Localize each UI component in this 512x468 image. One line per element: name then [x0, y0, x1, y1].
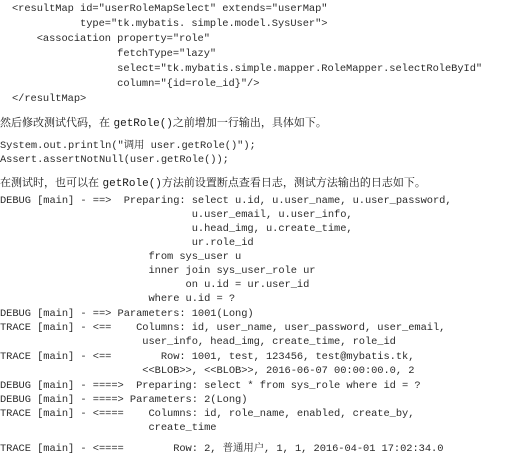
log-line: u.user_email, u.user_info,: [0, 209, 353, 221]
log-line: TRACE [main] - <== Columns: id, user_name, user_password, user_email,: [0, 322, 446, 334]
log-line: DEBUG [main] - ====> Parameters: 2(Long): [0, 394, 248, 406]
code-line: System.out.println("调用 user.getRole()");: [0, 140, 256, 152]
log-line: TRACE [main] - <==== Columns: id, role_name, enabled, create_by,: [0, 408, 415, 420]
log-line: <<BLOB>>, <<BLOB>>, 2016-06-07 00:00:00.0, 2: [0, 365, 415, 377]
log-line: from sys_user u: [0, 251, 242, 263]
code-line: type="tk.mybatis. simple.model.SysUser">: [12, 18, 328, 30]
paragraph-text: 之前增加一行输出，具体如下。: [172, 116, 327, 129]
paragraph-text: 然后修改测试代码，在: [0, 116, 114, 129]
paragraph-modify-test: [0, 117, 327, 130]
paragraph-breakpoint: [0, 177, 426, 190]
inline-code: getRole(): [102, 178, 162, 190]
code-line: Assert.assertNotNull(user.getRole());: [0, 154, 229, 166]
log-line: TRACE [main] - <== Row: 1001, test, 123456, test@mybatis.tk,: [0, 351, 415, 363]
log-line: user_info, head_img, create_time, role_id: [0, 336, 396, 348]
code-line: select="tk.mybatis.simple.mapper.RoleMapper.selectRoleById": [12, 63, 483, 75]
code-line: <resultMap id="userRoleMapSelect" extends="userMap": [12, 3, 328, 15]
paragraph-text: 方法前设置断点查看日志，测试方法输出的日志如下。: [161, 176, 426, 189]
code-line: </resultMap>: [12, 93, 87, 105]
code-line: fetchType="lazy": [12, 48, 217, 60]
log-line: u.head_img, u.create_time,: [0, 223, 353, 235]
code-line: column="{id=role_id}"/>: [12, 78, 260, 90]
log-line: ur.role_id: [0, 237, 254, 249]
inline-code: getRole(): [113, 118, 173, 130]
paragraph-text: 在测试时，也可以在: [0, 176, 103, 189]
log-line: DEBUG [main] - ====> Preparing: select * from sys_role where id = ?: [0, 380, 421, 392]
log-line: DEBUG [main] - ==> Parameters: 1001(Long): [0, 308, 254, 320]
code-line: <association property="role": [12, 33, 210, 45]
log-line: inner join sys_user_role ur: [0, 265, 316, 277]
log-line: where u.id = ?: [0, 293, 236, 305]
log-line: create_time: [0, 422, 217, 434]
log-line: DEBUG [main] - ==> Preparing: select u.id, u.user_name, u.user_password,: [0, 195, 452, 207]
log-line: on u.id = ur.user_id: [0, 279, 310, 291]
log-line: TRACE [main] - <==== Row: 2, 普通用户, 1, 1, 2016-04-01 17:02:34.0: [0, 443, 444, 455]
